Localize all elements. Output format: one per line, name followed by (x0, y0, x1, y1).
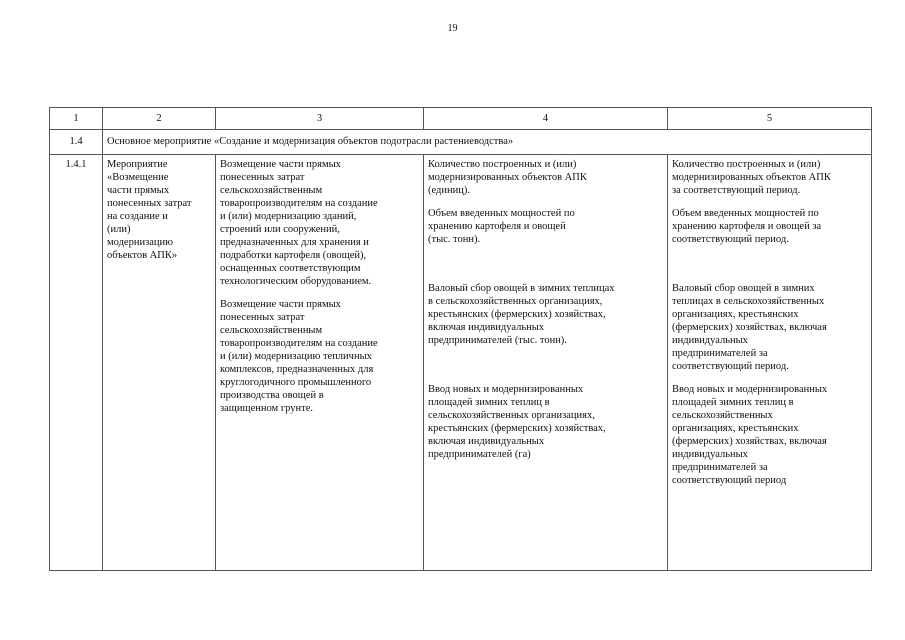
section-title: Основное мероприятие «Создание и модернизация объектов подотрасли растениеводства» (103, 130, 872, 155)
column-header-4: 4 (424, 108, 668, 130)
activity-text: Мероприятие «Возмещение части прямых понесенных затрат на создание и (или) модернизацию объектов АПК» (107, 159, 192, 261)
result-1: Количество построенных и (или) модернизированных объектов АПК за соответствующий период. (672, 159, 831, 196)
column-header-2: 2 (103, 108, 216, 130)
column-header-5: 5 (668, 108, 872, 130)
measure-1: Возмещение части прямых понесенных затрат сельскохозяйственным товаропроизводителям на создание и (или) модернизацию зданий, строений или сооружений, предназначенных для хранения и подработки картофеля (овощей), оснащенных соответствующим технологическим оборудованием. (220, 159, 378, 287)
indicator-2: Объем введенных мощностей по хранению картофеля и овощей (тыс. тонн). (428, 208, 575, 245)
program-table (49, 107, 872, 571)
result-2: Объем введенных мощностей по хранению картофеля и овощей за соответствующий период. (672, 208, 822, 245)
indicator-4: Ввод новых и модернизированных площадей зимних теплиц в сельскохозяйственных организациях, крестьянских (фермерских) хозяйствах, включая индивидуальных предпринимателей (га) (428, 384, 606, 460)
section-row (50, 130, 872, 155)
result-3: Валовый сбор овощей в зимних теплицах в сельскохозяйственных организациях, крестьянских (фермерских) хозяйствах, включая индивидуальных предпринимателей за соответствующий период. (672, 283, 827, 372)
measures-cell (216, 155, 424, 571)
page-number: 19 (447, 23, 458, 34)
row-number: 1.4.1 (50, 155, 103, 571)
result-4: Ввод новых и модернизированных площадей зимних теплиц в сельскохозяйственных организациях, крестьянских (фермерских) хозяйствах, включая индивидуальных предпринимателей за соответствующий период (672, 384, 828, 486)
measure-2: Возмещение части прямых понесенных затрат сельскохозяйственным товаропроизводителям на создание и (или) модернизацию тепличных комплексов, предназначенных для круглогодичного промышленного производства овощей в защищенном грунте. (220, 299, 378, 414)
column-header-3: 3 (216, 108, 424, 130)
table-row (50, 155, 872, 571)
results-cell (668, 155, 872, 571)
indicator-3: Валовый сбор овощей в зимних теплицах в сельскохозяйственных организациях, крестьянских (фермерских) хозяйствах, включая индивидуальных предпринимателей (тыс. тонн). (428, 283, 615, 346)
section-number: 1.4 (50, 130, 103, 155)
activity-cell (103, 155, 216, 571)
column-header-1: 1 (50, 108, 103, 130)
column-number-row (50, 108, 872, 130)
indicator-1: Количество построенных и (или) модернизированных объектов АПК (единиц). (428, 159, 587, 196)
indicators-cell (424, 155, 668, 571)
